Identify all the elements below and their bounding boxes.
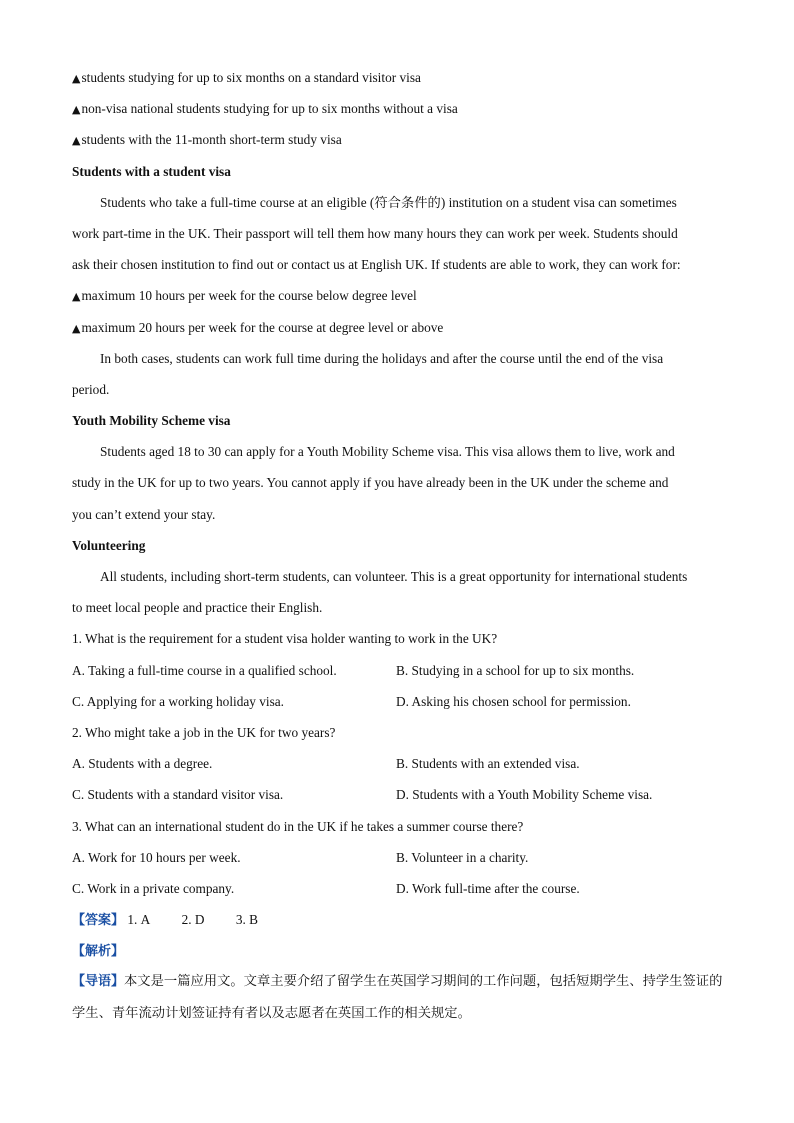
bullet-item: ▲students studying for up to six months on a standard visitor visa xyxy=(72,70,421,85)
analysis-line xyxy=(72,935,732,966)
triangle-bullet-icon: ▲ xyxy=(72,103,81,117)
paragraph-line: ask their chosen institution to find out or contact us at English UK. If students are able to work, they can work for: xyxy=(72,257,681,273)
option-a: A. Work for 10 hours per week. xyxy=(72,849,241,865)
bullet-item: ▲students with the 11-month short-term study visa xyxy=(72,132,342,148)
option-c: C. Work in a private company. xyxy=(72,880,235,896)
paragraph-line: study in the UK for up to two years. You cannot apply if you have already been in the UK under the scheme and xyxy=(72,475,669,491)
answer-item: 2. D xyxy=(181,912,205,928)
paragraph-line: to meet local people and practice their English. xyxy=(72,600,323,616)
question-1: 1. What is the requirement for a student visa holder wanting to work in the UK? xyxy=(72,631,498,647)
options-row xyxy=(72,686,732,717)
options-row xyxy=(72,748,732,779)
option-a: A. Students with a degree. xyxy=(72,756,213,772)
answer-line xyxy=(72,904,732,935)
answer-item: 1. A xyxy=(127,912,151,928)
options-row xyxy=(72,873,732,904)
bullet-item: ▲maximum 20 hours per week for the course at degree level or above xyxy=(72,319,444,335)
answer-item: 3. B xyxy=(235,912,258,928)
options-row xyxy=(72,655,732,686)
section-heading-student-visa: Students with a student visa xyxy=(72,163,231,179)
triangle-bullet-icon: ▲ xyxy=(72,72,81,85)
answer-label: 【答案】 xyxy=(72,913,125,929)
paragraph-line: In both cases, students can work full time during the holidays and after the course until the end of the visa xyxy=(100,350,664,366)
guide-text: 本文是一篇应用文。文章主要介绍了留学生在英国学习期间的工作问题，包括短期学生、持学生签证的学生、青年流动计划签证持有者以及志愿者在英国工作的相关规定。 xyxy=(72,974,723,1021)
section-heading-volunteering: Volunteering xyxy=(72,537,146,553)
triangle-bullet-icon: ▲ xyxy=(72,134,81,148)
document-page xyxy=(72,62,732,1029)
options-row xyxy=(72,842,732,873)
paragraph-line: you can’t extend your stay. xyxy=(72,506,216,522)
option-d: D. Students with a Youth Mobility Scheme visa. xyxy=(396,787,653,803)
section-heading-youth-mobility: Youth Mobility Scheme visa xyxy=(72,413,231,429)
paragraph-line: period. xyxy=(72,381,110,397)
option-b: B. Students with an extended visa. xyxy=(396,756,580,772)
bullet-item: ▲non-visa national students studying for up to six months without a visa xyxy=(72,101,458,117)
option-b: B. Volunteer in a charity. xyxy=(396,849,529,865)
analysis-label: 【解析】 xyxy=(72,944,125,960)
guide-label: 【导语】 xyxy=(72,974,125,990)
question-3: 3. What can an international student do in the UK if he takes a summer course there? xyxy=(72,818,524,834)
triangle-bullet-icon: ▲ xyxy=(72,321,81,335)
option-d: D. Asking his chosen school for permission. xyxy=(396,693,631,709)
option-c: C. Applying for a working holiday visa. xyxy=(72,693,284,709)
paragraph-line: work part-time in the UK. Their passport will tell them how many hours they can work per week. Students should xyxy=(72,225,678,241)
paragraph-line: All students, including short-term students, can volunteer. This is a great opportunity for international students xyxy=(100,569,688,584)
option-a: A. Taking a full-time course in a qualified school. xyxy=(72,662,337,678)
triangle-bullet-icon: ▲ xyxy=(72,290,81,304)
option-c: C. Students with a standard visitor visa. xyxy=(72,787,284,803)
bullet-item: ▲maximum 10 hours per week for the course below degree level xyxy=(72,288,417,304)
paragraph-line: Students who take a full-time course at an eligible (符合条件的) institution on a student visa can sometimes xyxy=(100,194,677,210)
paragraph-line: Students aged 18 to 30 can apply for a Youth Mobility Scheme visa. This visa allows them to live, work and xyxy=(100,444,675,460)
guide-paragraph xyxy=(72,966,732,1028)
option-b: B. Studying in a school for up to six months. xyxy=(396,662,635,678)
options-row xyxy=(72,779,732,810)
option-d: D. Work full-time after the course. xyxy=(396,880,580,896)
question-2: 2. Who might take a job in the UK for two years? xyxy=(72,724,336,740)
